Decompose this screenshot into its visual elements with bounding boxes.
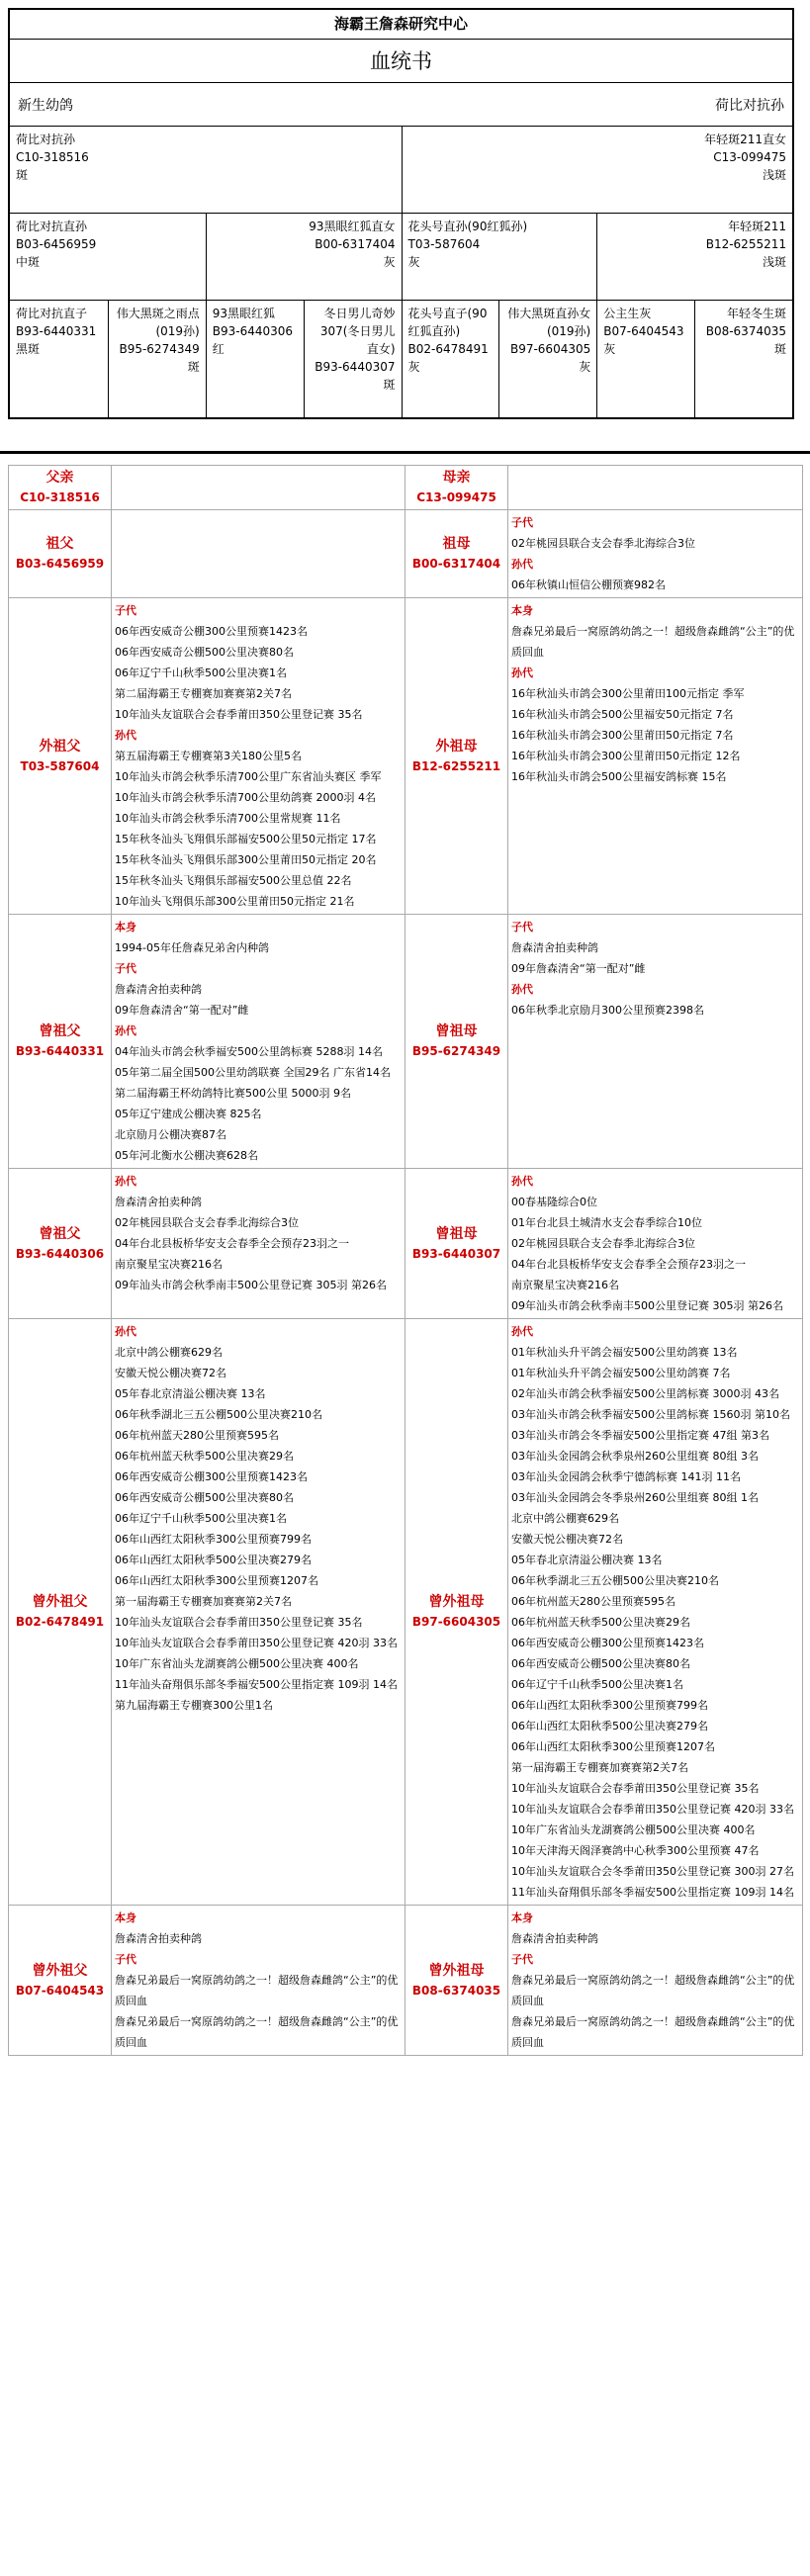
relation-label: 曾祖父 — [39, 1225, 81, 1242]
section-label: 孙代 — [511, 1325, 533, 1338]
section-label: 子代 — [511, 516, 533, 529]
achievement-line: 03年汕头市鸽会冬季福安500公里指定赛 47组 第3名 — [511, 1429, 769, 1442]
table-row — [9, 915, 803, 1169]
achievement-line: 06年西安威奇公棚500公里决赛80名 — [115, 646, 294, 659]
achievement-line: 02年桃园县联合支会春季北海综合3位 — [511, 537, 695, 550]
table-row — [9, 1169, 803, 1319]
grandparent-card: 荷比对抗直孙 B03-6456959 中斑 — [16, 220, 97, 269]
relation-cell — [9, 915, 112, 1169]
performance-table — [8, 465, 803, 2056]
table-row — [9, 1319, 803, 1906]
section-label: 孙代 — [115, 1024, 136, 1037]
achievement-line: 詹森兄弟最后一窝原鸽幼鸽之一！超级詹森雌鸽“公主”的优质回血 — [115, 1974, 399, 2007]
section-label: 子代 — [115, 604, 136, 617]
ring-number: B97-6604305 — [411, 1615, 501, 1629]
section-label: 孙代 — [511, 983, 533, 996]
section-label: 孙代 — [511, 666, 533, 679]
achievement-line: 詹森清舍拍卖种鸽 — [115, 983, 202, 996]
achievement-line: 10年汕头市鸽会秋季乐清700公里幼鸽赛 2000羽 4名 — [115, 791, 376, 804]
relation-label: 曾外祖母 — [428, 1594, 485, 1610]
achievement-line: 安徽天悦公棚决赛72名 — [115, 1367, 226, 1379]
achievement-line: 第一届海霸王专棚赛加赛赛第2关7名 — [115, 1595, 292, 1608]
ring-number: B93-6440331 — [15, 1044, 105, 1058]
relation-label: 父亲 — [45, 470, 74, 486]
achievement-line: 06年山西红太阳秋季300公里预赛799名 — [115, 1533, 312, 1546]
achievement-line: 安徽天悦公棚决赛72名 — [511, 1533, 623, 1546]
achievement-line: 01年秋汕头升平鸽会福安500公里幼鸽赛 7名 — [511, 1367, 731, 1379]
achievement-line: 10年汕头友谊联合会春季莆田350公里登记赛 420羽 33名 — [115, 1637, 398, 1649]
relation-label: 曾祖母 — [435, 1225, 478, 1242]
ring-number: C10-318516 — [20, 490, 100, 504]
father-name: 荷比对抗孙 — [16, 133, 76, 146]
great-grandparent-card: 公主生灰 B07-6404543 灰 — [596, 301, 694, 417]
section-label: 孙代 — [115, 1175, 136, 1188]
relation-cell — [405, 1319, 508, 1906]
achievement-line: 10年汕头友谊联合会春季莆田350公里登记赛 420羽 33名 — [511, 1803, 794, 1816]
relation-label: 外祖父 — [39, 738, 81, 755]
achievement-line: 10年汕头友谊联合会冬季莆田350公里登记赛 300羽 27名 — [511, 1865, 794, 1878]
achievement-line: 02年桃园县联合支会春季北海综合3位 — [511, 1237, 695, 1250]
table-row — [9, 1906, 803, 2056]
section-label: 本身 — [115, 1911, 136, 1924]
relation-label: 曾外祖父 — [32, 1594, 88, 1610]
relation-cell — [405, 466, 508, 510]
achievement-line: 10年汕头友谊联合会春季莆田350公里登记赛 35名 — [115, 708, 363, 721]
achievement-line: 06年秋季湖北三五公棚500公里决赛210名 — [115, 1408, 322, 1421]
ring-number: B12-6255211 — [411, 758, 501, 773]
achievement-line: 詹森兄弟最后一窝原鸽幼鸽之一！超级詹森雌鸽“公主”的优质回血 — [511, 2015, 795, 2049]
father-ring: C10-318516 — [16, 150, 89, 164]
ring-number: B93-6440306 — [15, 1246, 105, 1261]
relation-label: 曾祖母 — [435, 1023, 478, 1039]
great-grandparent-card: 93黑眼红狐 B93-6440306 红 — [206, 301, 304, 417]
relation-cell — [9, 510, 112, 598]
achievements-cell — [508, 466, 803, 510]
great-grandparent-card: 伟大黑斑直孙女(019孙) B97-6604305 灰 — [498, 301, 596, 417]
section-label: 孙代 — [511, 1175, 533, 1188]
parents-row — [10, 127, 792, 214]
section-label: 子代 — [511, 1953, 533, 1966]
achievement-line: 詹森清舍拍卖种鸽 — [115, 1196, 202, 1208]
achievement-line: 10年广东省汕头龙湖赛鸽公棚500公里决赛 400名 — [511, 1823, 756, 1836]
achievement-line: 1994-05年任詹森兄弟舍内种鸽 — [115, 941, 269, 954]
father-color: 斑 — [16, 168, 29, 182]
owner-name: 新生幼鸽 — [18, 97, 73, 114]
relation-cell — [9, 598, 112, 915]
table-row — [9, 510, 803, 598]
achievement-line: 09年汕头市鸽会秋季南丰500公里登记赛 305羽 第26名 — [511, 1299, 783, 1312]
achievement-line: 10年汕头市鸽会秋季乐清700公里常规赛 11名 — [115, 812, 341, 825]
achievements-cell — [112, 915, 405, 1169]
achievement-line: 06年辽宁千山秋季500公里决赛1名 — [511, 1678, 683, 1691]
achievement-line: 04年台北县板桥华安支会春季全会预存23羽之一 — [115, 1237, 349, 1250]
achievements-cell — [508, 1319, 803, 1906]
achievement-line: 15年秋冬汕头飞翔俱乐部福安500公里总值 22名 — [115, 874, 352, 887]
relation-cell — [9, 466, 112, 510]
section-divider — [0, 451, 810, 454]
achievements-cell — [112, 466, 405, 510]
achievement-line: 06年山西红太阳秋季500公里决赛279名 — [511, 1720, 708, 1732]
achievement-line: 北京中鸽公棚赛629名 — [511, 1512, 619, 1525]
achievement-line: 第九届海霸王专棚赛300公里1名 — [115, 1699, 273, 1712]
achievement-line: 04年台北县板桥华安支会春季全会预存23羽之一 — [511, 1258, 746, 1271]
achievement-line: 00春基隆综合0位 — [511, 1196, 597, 1208]
ring-number: T03-587604 — [20, 758, 100, 773]
achievement-line: 第二届海霸王专棚赛加赛赛第2关7名 — [115, 687, 292, 700]
achievement-line: 詹森清舍拍卖种鸽 — [511, 1932, 598, 1945]
table-row — [9, 466, 803, 510]
relation-cell — [405, 915, 508, 1169]
ring-number: B95-6274349 — [411, 1044, 501, 1058]
relation-cell — [405, 1169, 508, 1319]
grandparent-card: 年轻斑211 B12-6255211 浅斑 — [596, 214, 792, 300]
achievement-line: 06年西安威奇公棚300公里预赛1423名 — [115, 625, 308, 638]
grandparent-card: 花头号直孙(90红狐孙) T03-587604 灰 — [402, 214, 597, 300]
achievement-line: 北京中鸽公棚赛629名 — [115, 1346, 223, 1359]
achievements-cell — [508, 1169, 803, 1319]
relation-label: 外祖母 — [435, 738, 478, 755]
achievement-line: 06年西安威奇公棚500公里决赛80名 — [511, 1657, 690, 1670]
achievements-cell — [508, 510, 803, 598]
achievement-line: 詹森兄弟最后一窝原鸽幼鸽之一！超级詹森雌鸽“公主”的优质回血 — [511, 1974, 795, 2007]
achievement-line: 16年秋汕头市鸽会500公里福安50元指定 7名 — [511, 708, 734, 721]
achievement-line: 06年杭州蓝天280公里预赛595名 — [511, 1595, 675, 1608]
achievement-line: 10年汕头飞翔俱乐部300公里莆田50元指定 21名 — [115, 895, 355, 908]
relation-cell — [9, 1319, 112, 1906]
mother-ring: C13-099475 — [713, 150, 786, 164]
relation-cell — [405, 510, 508, 598]
achievement-line: 06年杭州蓝天280公里预赛595名 — [115, 1429, 279, 1442]
owner-tag: 荷比对抗孙 — [715, 97, 784, 114]
relation-cell — [405, 1906, 508, 2056]
achievement-line: 11年汕头奋翔俱乐部冬季福安500公里指定赛 109羽 14名 — [115, 1678, 398, 1691]
achievement-line: 15年秋冬汕头飞翔俱乐部福安500公里50元指定 17名 — [115, 833, 377, 845]
section-label: 子代 — [115, 962, 136, 975]
ring-number: C13-099475 — [416, 490, 496, 504]
achievement-line: 06年西安威奇公棚300公里预赛1423名 — [115, 1470, 308, 1483]
center-name: 海霸王詹森研究中心 — [10, 10, 792, 40]
section-label: 本身 — [115, 921, 136, 933]
great-grandparent-card: 花头号直子(90红狐直孙) B02-6478491 灰 — [402, 301, 499, 417]
section-label: 孙代 — [115, 1325, 136, 1338]
achievement-line: 10年汕头友谊联合会春季莆田350公里登记赛 35名 — [511, 1782, 760, 1795]
great-grandparent-card: 冬日男儿奇妙307(冬日男儿直女) B93-6440307 斑 — [304, 301, 402, 417]
achievement-line: 第二届海霸王杯幼鸽特比赛500公里 5000羽 9名 — [115, 1087, 351, 1100]
achievements-cell — [508, 915, 803, 1169]
achievement-line: 09年詹森清舍“第一配对”雌 — [115, 1004, 249, 1017]
achievements-cell — [112, 598, 405, 915]
achievement-line: 06年秋镇山恒信公棚预赛982名 — [511, 578, 666, 591]
section-label: 本身 — [511, 604, 533, 617]
relation-label: 祖父 — [45, 536, 74, 552]
relation-cell — [405, 598, 508, 915]
achievement-line: 06年杭州蓝天秋季500公里决赛29名 — [511, 1616, 690, 1629]
mother-name: 年轻斑211直女 — [704, 133, 786, 146]
achievement-line: 06年辽宁千山秋季500公里决赛1名 — [115, 666, 287, 679]
grandparent-card: 93黑眼红狐直女 B00-6317404 灰 — [206, 214, 402, 300]
achievement-line: 06年杭州蓝天秋季500公里决赛29名 — [115, 1450, 294, 1463]
achievement-line: 10年天津海天阁泽赛鸽中心秋季300公里预赛 47名 — [511, 1844, 760, 1857]
achievement-line: 05年第二届全国500公里幼鸽联赛 全国29名 广东省14名 — [115, 1066, 391, 1079]
achievement-line: 06年山西红太阳秋季300公里预赛799名 — [511, 1699, 708, 1712]
achievement-line: 詹森清舍拍卖种鸽 — [115, 1932, 202, 1945]
ring-number: B02-6478491 — [15, 1615, 105, 1629]
achievement-line: 02年桃园县联合支会春季北海综合3位 — [115, 1216, 299, 1229]
achievement-line: 北京励月公棚决赛87名 — [115, 1128, 226, 1141]
section-label: 子代 — [115, 1953, 136, 1966]
achievement-line: 詹森兄弟最后一窝原鸽幼鸽之一！超级詹森雌鸽“公主”的优质回血 — [511, 625, 795, 659]
achievement-line: 06年西安威奇公棚300公里预赛1423名 — [511, 1637, 704, 1649]
achievement-line: 03年汕头金园鸽会秋季泉州260公里组赛 80组 3名 — [511, 1450, 759, 1463]
achievement-line: 06年西安威奇公棚500公里决赛80名 — [115, 1491, 294, 1504]
achievement-line: 03年汕头金园鸽会秋季宁德鸽标赛 141羽 11名 — [511, 1470, 741, 1483]
owner-row — [10, 83, 792, 127]
achievement-line: 10年汕头友谊联合会春季莆田350公里登记赛 35名 — [115, 1616, 363, 1629]
achievement-line: 南京聚星宝决赛216名 — [115, 1258, 223, 1271]
achievement-line: 15年秋冬汕头飞翔俱乐部300公里莆田50元指定 20名 — [115, 853, 377, 866]
achievement-line: 詹森清舍拍卖种鸽 — [511, 941, 598, 954]
achievement-line: 01年台北县土城清水支会春季综合10位 — [511, 1216, 702, 1229]
achievement-line: 06年秋季湖北三五公棚500公里决赛210名 — [511, 1574, 719, 1587]
great-grandparent-card: 伟大黑斑之雨点(019孙) B95-6274349 斑 — [108, 301, 206, 417]
great-grandparent-card: 荷比对抗直子 B93-6440331 黑斑 — [16, 307, 97, 356]
ring-number: B00-6317404 — [411, 557, 501, 571]
section-label: 本身 — [511, 1911, 533, 1924]
achievement-line: 南京聚星宝决赛216名 — [511, 1279, 619, 1291]
achievement-line: 06年秋季北京励月300公里预赛2398名 — [511, 1004, 704, 1017]
great-grandparents-row — [10, 301, 792, 417]
achievements-cell — [508, 1906, 803, 2056]
achievement-line: 10年汕头市鸽会秋季乐清700公里广东省汕头赛区 季军 — [115, 770, 382, 783]
achievement-line: 詹森兄弟最后一窝原鸽幼鸽之一！超级詹森雌鸽“公主”的优质回血 — [115, 2015, 399, 2049]
section-label: 子代 — [511, 921, 533, 933]
achievement-line: 09年汕头市鸽会秋季南丰500公里登记赛 305羽 第26名 — [115, 1279, 387, 1291]
achievement-line: 01年秋汕头升平鸽会福安500公里幼鸽赛 13名 — [511, 1346, 738, 1359]
ring-number: B93-6440307 — [411, 1246, 501, 1261]
achievement-line: 06年辽宁千山秋季500公里决赛1名 — [115, 1512, 287, 1525]
achievements-cell — [112, 1319, 405, 1906]
ring-number: B07-6404543 — [15, 1983, 105, 1998]
achievement-line: 16年秋汕头市鸽会300公里莆田50元指定 12名 — [511, 750, 741, 762]
achievement-line: 第一届海霸王专棚赛加赛赛第2关7名 — [511, 1761, 688, 1774]
relation-cell — [9, 1169, 112, 1319]
relation-cell — [9, 1906, 112, 2056]
grandparents-row — [10, 214, 792, 301]
achievement-line: 06年山西红太阳秋季300公里预赛1207名 — [115, 1574, 318, 1587]
table-row — [9, 598, 803, 915]
achievement-line: 05年河北衡水公棚决赛628名 — [115, 1149, 258, 1162]
achievements-cell — [508, 598, 803, 915]
mother-card — [402, 127, 793, 213]
father-card — [10, 127, 402, 213]
achievements-cell — [112, 510, 405, 598]
great-grandparent-card: 年轻冬生斑 B08-6374035 斑 — [694, 301, 792, 417]
relation-label: 曾祖父 — [39, 1023, 81, 1039]
achievement-line: 第五届海霸王专棚赛第3关180公里5名 — [115, 750, 302, 762]
achievement-line: 05年辽宁建成公棚决赛 825名 — [115, 1108, 262, 1120]
achievement-line: 16年秋汕头市鸽会300公里莆田50元指定 7名 — [511, 729, 734, 742]
achievement-line: 16年秋汕头市鸽会500公里福安鸽标赛 15名 — [511, 770, 727, 783]
achievements-cell — [112, 1906, 405, 2056]
achievements-cell — [112, 1169, 405, 1319]
section-label: 孙代 — [115, 729, 136, 742]
achievement-line: 06年山西红太阳秋季300公里预赛1207名 — [511, 1740, 715, 1753]
achievement-line: 04年汕头市鸽会秋季福安500公里鸽标赛 5288羽 14名 — [115, 1045, 383, 1058]
relation-label: 曾外祖父 — [32, 1962, 88, 1979]
ring-number: B03-6456959 — [15, 557, 105, 571]
relation-label: 曾外祖母 — [428, 1962, 485, 1979]
achievement-line: 16年秋汕头市鸽会300公里莆田100元指定 季军 — [511, 687, 745, 700]
relation-label: 母亲 — [442, 470, 471, 486]
achievement-line: 05年春北京清溢公棚决赛 13名 — [511, 1554, 663, 1566]
relation-label: 祖母 — [442, 536, 471, 552]
achievement-line: 05年春北京清溢公棚决赛 13名 — [115, 1387, 266, 1400]
pedigree-chart — [8, 8, 794, 419]
ring-number: B08-6374035 — [411, 1983, 501, 1998]
achievement-line: 09年詹森清舍“第一配对”雌 — [511, 962, 646, 975]
achievement-line: 10年广东省汕头龙湖赛鸽公棚500公里决赛 400名 — [115, 1657, 359, 1670]
section-label: 孙代 — [511, 558, 533, 571]
achievement-line: 11年汕头奋翔俱乐部冬季福安500公里指定赛 109羽 14名 — [511, 1886, 794, 1899]
achievement-line: 06年山西红太阳秋季500公里决赛279名 — [115, 1554, 312, 1566]
achievement-line: 03年汕头金园鸽会冬季泉州260公里组赛 80组 1名 — [511, 1491, 759, 1504]
doc-title: 血统书 — [10, 40, 792, 83]
mother-color: 浅斑 — [762, 168, 786, 182]
achievement-line: 02年汕头市鸽会秋季福安500公里鸽标赛 3000羽 43名 — [511, 1387, 779, 1400]
achievement-line: 03年汕头市鸽会秋季福安500公里鸽标赛 1560羽 第10名 — [511, 1408, 790, 1421]
